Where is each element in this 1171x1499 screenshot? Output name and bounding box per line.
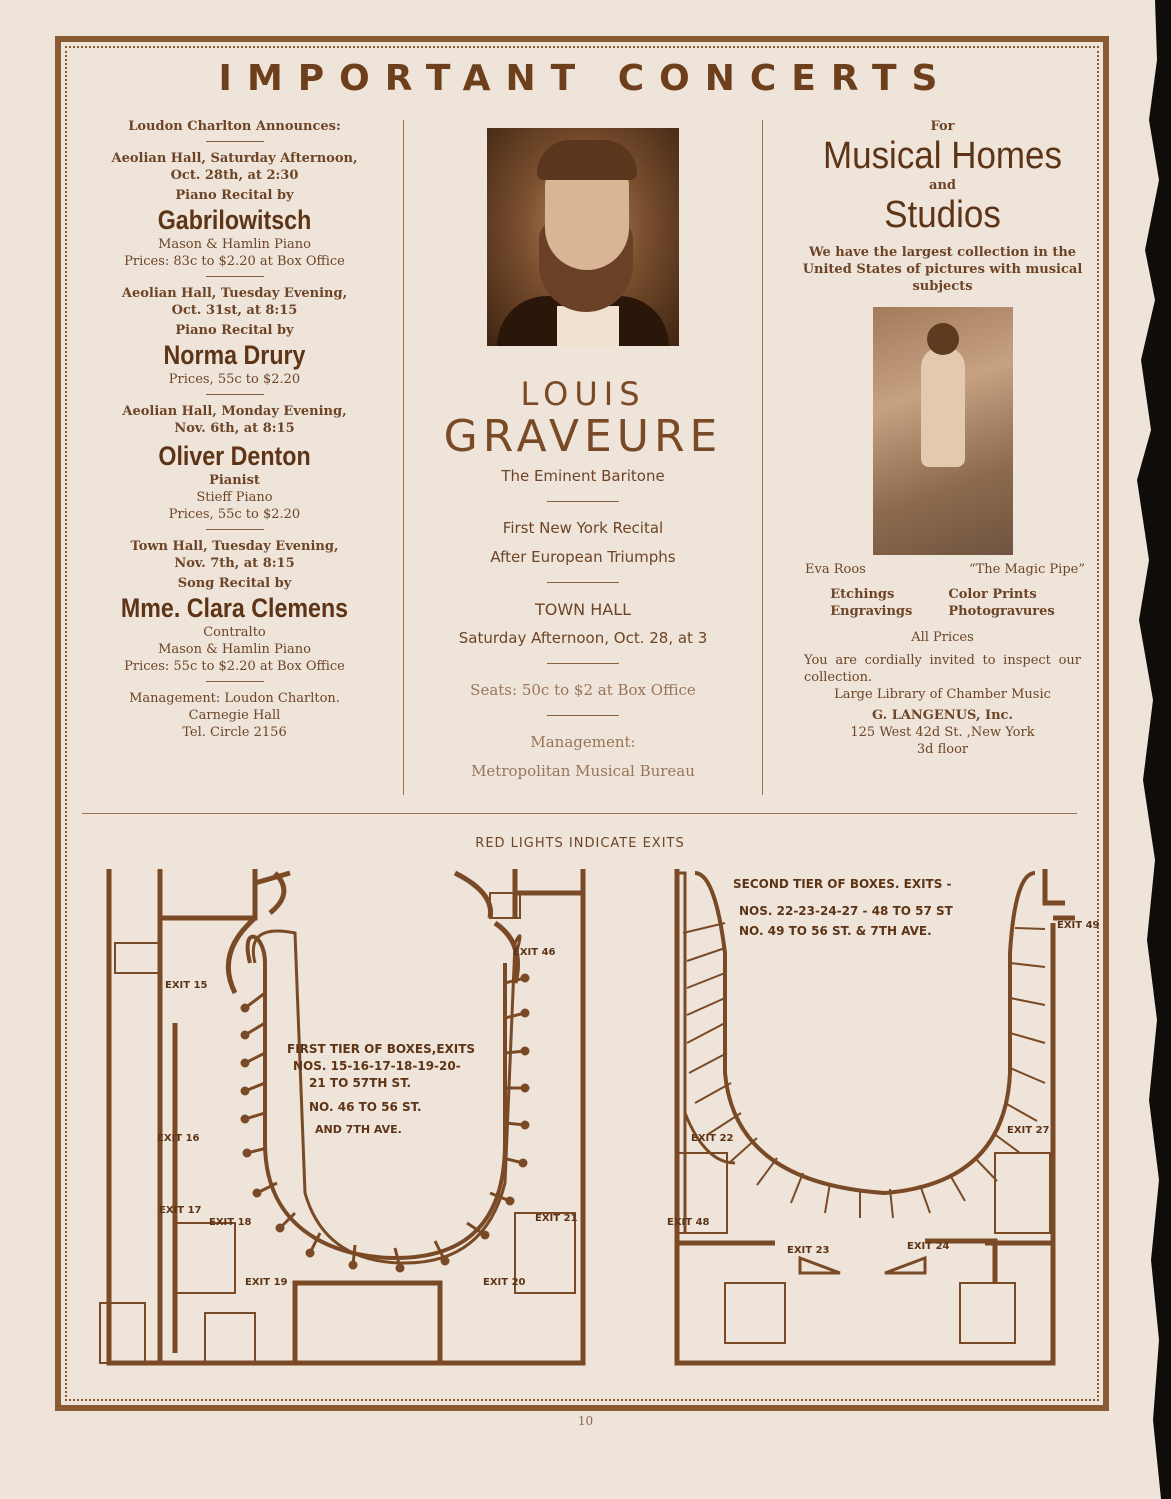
event-role: Pianist — [209, 473, 260, 488]
event-type: Piano Recital by — [175, 323, 294, 338]
artist-name: Norma Drury — [163, 340, 306, 370]
event-venue: Aeolian Hall, Monday Evening, — [122, 404, 347, 419]
event-date: Oct. 28th, at 2:30 — [170, 168, 299, 183]
loudon-charlton-ad — [82, 118, 387, 741]
page-title: IMPORTANT CONCERTS — [218, 58, 953, 99]
magic-pipe-painting — [873, 307, 1013, 555]
management-name: Metropolitan Musical Bureau — [471, 762, 695, 780]
intro-text: Loudon Charlton Announces: — [128, 119, 341, 134]
plan-note: NOS. 22-23-24-27 - 48 TO 57 ST — [739, 904, 953, 918]
plan-note: 21 TO 57TH ST. — [309, 1076, 412, 1090]
headline: Musical Homes — [823, 135, 1062, 177]
section-divider — [82, 813, 1077, 814]
graveure-ad — [418, 118, 748, 786]
column-divider — [762, 120, 763, 795]
divider — [206, 276, 264, 277]
plan-note: FIRST TIER OF BOXES,EXITS — [287, 1042, 476, 1056]
and-text: and — [929, 178, 956, 193]
plan-note: NO. 49 TO 56 ST. & 7TH AVE. — [739, 924, 932, 938]
recital-line: After European Triumphs — [490, 548, 676, 566]
company-floor: 3d floor — [916, 742, 969, 757]
plan-note: NO. 46 TO 56 ST. — [309, 1100, 422, 1114]
items-grid — [790, 586, 1095, 620]
invite-text: You are cordially invited to inspect our collection. — [804, 653, 1081, 685]
event-prices: Prices: 83c to $2.20 at Box Office — [124, 254, 345, 269]
item: Photogravures — [948, 604, 1055, 619]
headline: Studios — [884, 194, 1001, 236]
column-divider — [403, 120, 404, 795]
divider — [547, 582, 619, 583]
event-role: Contralto — [203, 625, 266, 640]
divider — [547, 663, 619, 664]
event-venue: Aeolian Hall, Saturday Afternoon, — [111, 151, 358, 166]
langenus-ad — [790, 118, 1095, 758]
management-line: Tel. Circle 2156 — [182, 725, 287, 740]
divider — [547, 715, 619, 716]
event-prices: Prices, 55c to $2.20 — [168, 372, 301, 387]
item: Color Prints — [948, 587, 1037, 602]
exit-label: EXIT 15 — [165, 980, 208, 991]
event-piano: Mason & Hamlin Piano — [158, 237, 311, 252]
divider — [206, 681, 264, 682]
all-prices: All Prices — [911, 630, 974, 645]
event-date: Nov. 6th, at 8:15 — [174, 421, 295, 436]
exit-label: EXIT 17 — [159, 1205, 202, 1216]
for-text: For — [930, 119, 955, 134]
plan-note: AND 7TH AVE. — [315, 1123, 402, 1136]
item: Etchings — [830, 587, 895, 602]
event-type: Song Recital by — [177, 576, 292, 591]
second-tier-floor-plan — [665, 863, 1105, 1383]
divider — [206, 529, 264, 530]
event-type: Piano Recital by — [175, 188, 294, 203]
exit-label: EXIT 49 — [1057, 920, 1100, 931]
exit-label: EXIT 24 — [907, 1241, 950, 1252]
event-prices: Prices: 55c to $2.20 at Box Office — [124, 659, 345, 674]
company-name: G. LANGENUS, Inc. — [872, 708, 1013, 723]
management-label: Management: — [530, 733, 636, 751]
plan-note: SECOND TIER OF BOXES. EXITS - — [733, 877, 952, 891]
event-prices: Prices, 55c to $2.20 — [168, 507, 301, 522]
item: Engravings — [830, 604, 913, 619]
exit-label: EXIT 19 — [245, 1277, 288, 1288]
first-tier-floor-plan — [95, 863, 595, 1383]
library-text: Large Library of Chamber Music — [834, 687, 1051, 702]
caption-row — [790, 561, 1095, 578]
plan-note: NOS. 15-16-17-18-19-20- — [293, 1059, 461, 1073]
seats: Seats: 50c to $2 at Box Office — [470, 681, 696, 699]
first-name: LOUIS — [520, 375, 646, 413]
last-name: GRAVEURE — [443, 411, 723, 462]
recital-line: First New York Recital — [502, 519, 664, 537]
artist-name: Oliver Denton — [158, 441, 311, 471]
venue: TOWN HALL — [534, 600, 632, 619]
management-line: Carnegie Hall — [188, 708, 281, 723]
subtitle: The Eminent Baritone — [501, 467, 665, 485]
page-number: 10 — [577, 1414, 594, 1428]
date: Saturday Afternoon, Oct. 28, at 3 — [458, 629, 708, 647]
blurb: We have the largest collection in the United States of pictures with musical subjects — [802, 245, 1083, 294]
divider — [206, 141, 264, 142]
exit-label: EXIT 23 — [787, 1245, 830, 1256]
artist-caption: Eva Roos — [805, 562, 866, 577]
event-date: Nov. 7th, at 8:15 — [174, 556, 295, 571]
exit-label: EXIT 21 — [535, 1213, 578, 1224]
event-venue: Aeolian Hall, Tuesday Evening, — [121, 286, 348, 301]
exit-label: EXIT 20 — [483, 1277, 526, 1288]
exit-label: EXIT 48 — [667, 1217, 710, 1228]
event-date: Oct. 31st, at 8:15 — [171, 303, 298, 318]
exit-label: EXIT 16 — [157, 1133, 200, 1144]
divider — [206, 394, 264, 395]
exit-label: EXIT 46 — [513, 947, 556, 958]
portrait-photo — [487, 128, 679, 346]
painting-caption: “The Magic Pipe” — [968, 562, 1085, 577]
exits-heading: RED LIGHTS INDICATE EXITS — [475, 836, 685, 851]
event-venue: Town Hall, Tuesday Evening, — [130, 539, 339, 554]
artist-name: Gabrilowitsch — [157, 205, 312, 235]
exit-label: EXIT 18 — [209, 1217, 252, 1228]
divider — [547, 501, 619, 502]
company-address: 125 West 42d St. ,New York — [850, 725, 1035, 740]
torn-edge — [1119, 0, 1171, 1499]
management-line: Management: Loudon Charlton. — [129, 691, 340, 706]
artist-name: Mme. Clara Clemens — [120, 593, 349, 623]
exit-label: EXIT 27 — [1007, 1125, 1050, 1136]
exit-label: EXIT 22 — [691, 1133, 734, 1144]
event-piano: Mason & Hamlin Piano — [158, 642, 311, 657]
event-piano: Stieff Piano — [196, 490, 273, 505]
